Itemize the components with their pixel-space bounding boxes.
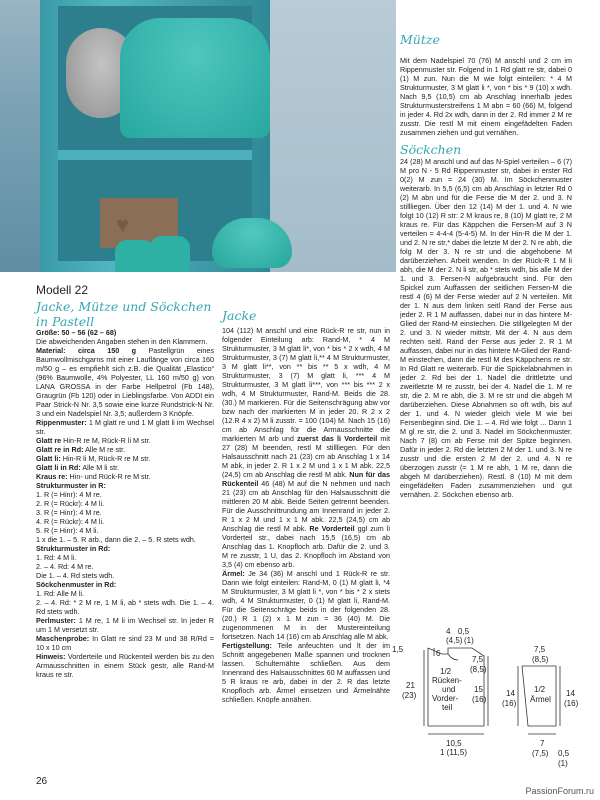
left-paragraph: Söckchenmuster in Rd: [36, 580, 117, 589]
left-paragraph: Die 1. – 4. Rd stets wdh. [36, 571, 115, 580]
jacke-heading: Jacke [222, 308, 257, 323]
label-r-05: 0,5 [558, 749, 570, 758]
left-paragraph: Hinweis: Vorderteile und Rückenteil werden bis zu den Armausschnitten in einem Stück gestr, alle Rand-M kraus re str. [36, 652, 214, 679]
label-top-1: (1) [464, 636, 474, 645]
label-top-05: 0,5 [458, 627, 470, 636]
soeckchen-paragraph: 24 (28) M anschl und auf das N-Spiel verteilen – 6 (7) M pro N - 5 Rd Rippenmuster str, dabei in erster Rd 0(2) M zun = 24 (30) M. Im Söckchenmuster weiterarb. In 5,5 (6,5) cm ab Anschlag in letzter Rd 0 (2) M abn und für die Ferse die M der 2. und 3. N stillliegen. Über den 12 (14) M der 1. und 4. N wie folgt 10 (12) R str: 2 M kraus re, 8 (10) M glatt re, 2 M kraus re. Für das Käppchen die Fersen-M auf 3 N verteilen = 4-4-4 (5-4-5) M. In der Hin-R die M der 1. und 2. N re str,* dabei die letzte M der 2. N re abh, die folg M der 3. N re str und die abgehobene M darüberziehen. Arbeit wenden. In der Rück-R 1 M li abh, die M der 2. N li str, ab * stets wdh, bis alle M der 1. und 3. Fersen-N aufgebraucht sind. Für den Spickel zum Auffassen der seitlichen Fersen-M die restl 4 (6) M der Ferse wieder auf 2 N verteilen. Mit der 1. N aus dem linken seitl Rand der Ferse aus jeder 2. R 1 M auffassen, dabei nur in das hintere M-Glied der Rand-M einstechen. Die stillgelegten M der 2. und 3. N wieder mittstr. Mit der 4. N aus dem rechten seitl. Rand der Ferse aus jeder 2. R 1 M auffassen, dabei nur in das hintere M-Glied der Rand-M einstechen, dann die restl M des Käppchens re str. In Rd Glatt re weiterarb. Für die Spickelabnahmen in jeder 2. Rd bei der 1. Nadel die drittletzte und zweitletzte M re zusstr, bei der 4. Nadel die 1. M re str, die 2. M re abh, die 3. M re str und die abgeh M darüberziehen. Diese Abnahmen so oft wdh, bis auf der 1. und 4. N wieder gleich viele M wie bei Fersenbeginn sind. Die 1. – 4. Rd wie folgt ... Dann 1 M gl re str, die 2. und 3. Nadel im Söckchenmuster. Nach 7 (8) cm ab Ferse mit der Spitze beginnen. Dafür in jeder 2. Rd die letzten 2 M der 1. und 3. N re zusstr und die ersten 2 M der 2. und 4. N re überzogen zusstr (= 1 M re abh, 1 M re, dann die abgeh M darüberziehen). Restl. 8 (10) M mit dem eingefädelten Faden zusammenziehen und gut vernähen. 2. Söckchen ebenso arb. [400, 157, 572, 499]
label-r-1: (1) [558, 759, 568, 768]
left-paragraph: Strukturmuster in Rd: [36, 544, 111, 553]
left-paragraph: Größe: 50 – 56 (62 – 68) [36, 328, 117, 337]
label-mid-85: (8,5) [470, 665, 487, 674]
label-bottom-115: 1 (11,5) [440, 748, 467, 757]
jacke-paragraph-2: Ärmel: Je 34 (36) M anschl und 1 Rück-R re str. Dann wie folgt einteilen: Rand-M, 0 (1) M glatt li, *4 M Strukturmuster, 3 M glatt li *, von * bis * 2 x stets wdh, 4 M Strukturmuster, 0 (1) M glatt li, Rand-M. Für die Seitenschräge beids in der folgenden 28. (20.) R 1 (2) x 1 M zun = 36 (40) M. Die zugenommenen M in der Mustereinteilung fortsetzen. Nach 14 (16) cm ab Anschlag alle M abk. [222, 569, 390, 641]
left-paragraph: Die abweichenden Angaben stehen in den Klammern. [36, 337, 208, 346]
label-r-75: 7,5 [534, 645, 546, 654]
left-paragraph: 1. Rd: 4 M li. [36, 553, 77, 562]
left-paragraph: 2. – 4. Rd: * 2 M re, 1 M li, ab * stets wdh. Die 1. – 4. Rd stets wdh. [36, 598, 214, 616]
label-left-23: (23) [402, 691, 417, 700]
label-top-45: (4,5) [446, 636, 463, 645]
knitted-hat [212, 218, 292, 268]
piece2-a: 1/2 [534, 685, 546, 694]
piece1-e: teil [442, 703, 453, 712]
left-paragraph: 2. – 4. Rd: 4 M re. [36, 562, 94, 571]
left-paragraph: Glatt re in Rd: Alle M re str. [36, 445, 126, 454]
jacke-text [222, 326, 390, 704]
label-r-7: 7 [540, 739, 545, 748]
label-r-85: (8,5) [532, 655, 549, 664]
label-six: 6 [436, 649, 441, 658]
model-title: Jacke, Mütze und Söckchen in Pastell [36, 299, 212, 329]
label-mid-15: 15 [474, 685, 483, 694]
left-paragraph: 4. R (= Rückr): 4 M li. [36, 517, 105, 526]
jacke-paragraph-1: 104 (112) M anschl und eine Rück-R re str, nun in folgender Einteilung arb: Rand-M, * 4 M Strukturmuster, 3 M glatt li*, von * bis * 2 x wdh, 4 M Strukturmuster, 3 (7) M glatt li,** 4 M Strukturmuster, 3 M glatt li**, von ** bis ** 5 x wdh, 4 M Strukturmuster, 3 (7) M glatt li, *** 4 M Strukturmuster, 3 M glatt li***, von *** bis *** 2 x wdh, 4 M Strukturmuster, Rand-M. Beids die 28. (30.) M markieren. Für die Seitenschrägung abw vor bzw nach der markierten M in jeder 20. R 2 x 2 (12.R 4 x 2) M li zusstr. = 100 (104) M. Nach 15 (16) cm ab Anschlag für die Armausschnitte die markierten M arb und zuerst das li Vorderteil mit 27 (28) M beenden, restl M stillliegen. Für den Halsausschnitt nach 21 (23) cm ab Anschlag 1 x 14 M abk, in jeder 2. R 1 x 2 M und 1 x 1 M abk. 22,5 (24,5) cm ab Anschlag die restl M abk. Nun für das Rückenteil 46 (48) M auf die N nehmen und nach 21 (23) cm ab Anschlag für den Halsausschnitt die mittleren 20 M abk. Beide Seiten getrennt beenden. Für die Ausschnittrundung am Innenrand in jeder 2. R 1 x 2 M und 1 x 1 M abk. 22,5 (24,5) cm ab Anschlag die restl M abk. Re Vorderteil ggl zum li Vorderteil str., dabei nach 15,5 (16,5) cm ab Anschlag das 1. Knopfloch arb. Dafür die 2. und 3. M re zusstr, 1 U, das 2. Knopfloch im Abstand von 3,5 (4) cm ebenso arb. [222, 326, 391, 569]
knitted-jacket [120, 18, 270, 138]
model-heading [36, 283, 216, 329]
shelf-board [58, 150, 252, 160]
left-paragraph: 1. R (= Hinr): 4 M re. [36, 490, 102, 499]
piece1-d: Vorder- [432, 694, 459, 703]
left-paragraph: Glatt li in Rd: Alle M li str. [36, 463, 120, 472]
label-left-21: 21 [406, 681, 415, 690]
sock-right [150, 236, 190, 272]
piece2-b: Ärmel [530, 695, 551, 704]
label-mid-75: 7,5 [472, 655, 484, 664]
muetze-heading: Mütze [400, 32, 440, 47]
left-paragraph: 1 x die 1. – 5. R arb., dann die 2. – 5. R stets wdh. [36, 535, 196, 544]
site-watermark: PassionForum.ru [525, 786, 594, 796]
left-paragraph: 2. R (= Rückr): 4 M li. [36, 499, 105, 508]
label-bottom-105: 10,5 [446, 739, 462, 748]
piece1-c: und [442, 685, 456, 694]
soeckchen-heading: Söckchen [400, 142, 462, 157]
left-paragraph: Perlmuster: 1 M re, 1 M li im Wechsel str. In jeder R um 1 M versetzt str. [36, 616, 214, 634]
left-paragraph: Glatt re Hin-R re M, Rück-R li M str. [36, 436, 151, 445]
heart-icon: ♥ [116, 212, 130, 237]
left-paragraph: Rippenmuster: 1 M glatt re und 1 M glatt li im Wechsel str. [36, 418, 214, 436]
model-number: Modell 22 [36, 283, 89, 297]
left-paragraph: 5. R (= Hinr): 4 M li. [36, 526, 99, 535]
sock-left [115, 240, 155, 272]
left-paragraph: Kraus re: Hin- und Rück-R re M str. [36, 472, 151, 481]
label-r-75b: (7,5) [532, 749, 549, 758]
left-paragraph: Maschenprobe: In Glatt re sind 23 M und 38 R/Rd = 10 x 10 cm [36, 634, 214, 652]
product-photo [0, 0, 396, 272]
page-number: 26 [36, 776, 48, 787]
label-top-4: 4 [446, 627, 451, 636]
label-r-14a: 14 [506, 689, 515, 698]
label-r-14b: 14 [566, 689, 575, 698]
label-r-16b: (16) [564, 699, 579, 708]
label-r-16a: (16) [502, 699, 517, 708]
sewing-pattern-diagram [388, 626, 600, 776]
left-column-text [36, 328, 214, 679]
left-paragraph: Glatt li: Hin-R li M, Rück-R re M str. [36, 454, 151, 463]
wall [270, 0, 396, 272]
jacke-paragraph-3: Fertigstellung: Teile anfeuchten und lt der im Schnitt angegebenen Maße spannen und trocknen lassen. Schulternähte schließen. Aus dem Innenrand des Halsausschnittes 60 M auffassen und 5 R kraus re arb, dabei in der 2. R das letzte Knopfloch arb. Ärmel einsetzen und Ärmelnähte schließen. Knöpfe annähen. [222, 641, 390, 704]
left-paragraph: 3. R (= Hinr): 4 M re. [36, 508, 102, 517]
muetze-paragraph: Mit dem Nadelspiel 70 (76) M anschl und 2 cm im Rippenmuster str. Folgend in 1 Rd glatt re str, dabei 0 (1) M zun. Nun die M wie folgt einteilen: * 4 M Strukturmuster, 3 M glatt li *, von * bis * 9 (10) x wdh. Nach 9,5 (10,5) cm ab Anschlag innerhalb jedes Strukturmusterstreifens 1 M abn = 60 (66) M, folgend in jeder 4. Rd 2x wdh, dann in der 2. Rd immer 2 M re zusstr. Die restl M mit einem eingefädelten Faden zusammen ziehen und gut vernähen. [400, 56, 572, 137]
right-column-text [400, 56, 572, 499]
label-left-15: 1,5 [392, 645, 404, 654]
piece1-a: 1/2 [440, 667, 452, 676]
label-mid-16: (16) [472, 695, 487, 704]
piece1-b: Rücken- [432, 676, 462, 685]
left-paragraph: 1. Rd: Alle M li. [36, 589, 84, 598]
left-paragraph: Material: circa 150 g Pastellgrün eines Baumwollmischgarns mit einer Lauflänge von circa 160 m/50 g – es empfiehlt sich z.B. die Qualität „Elastico“ (96% Baumwolle, 4% Polyester, LL 160 m/50 g) von LANA GROSSA in der Farbe Hellpetrol (Fb 148), Graugrün (Fb 120) oder in Lieblingsfarbe. Von ADDI ein Paar Strick-N Nr. 3,5 sowie eine kurze Rundstrick-N Nr. 3 und ein Nadelspiel Nr. 3,5; außerdem 3 Knöpfe. [36, 346, 215, 418]
left-paragraph: Strukturmuster in R: [36, 481, 106, 490]
